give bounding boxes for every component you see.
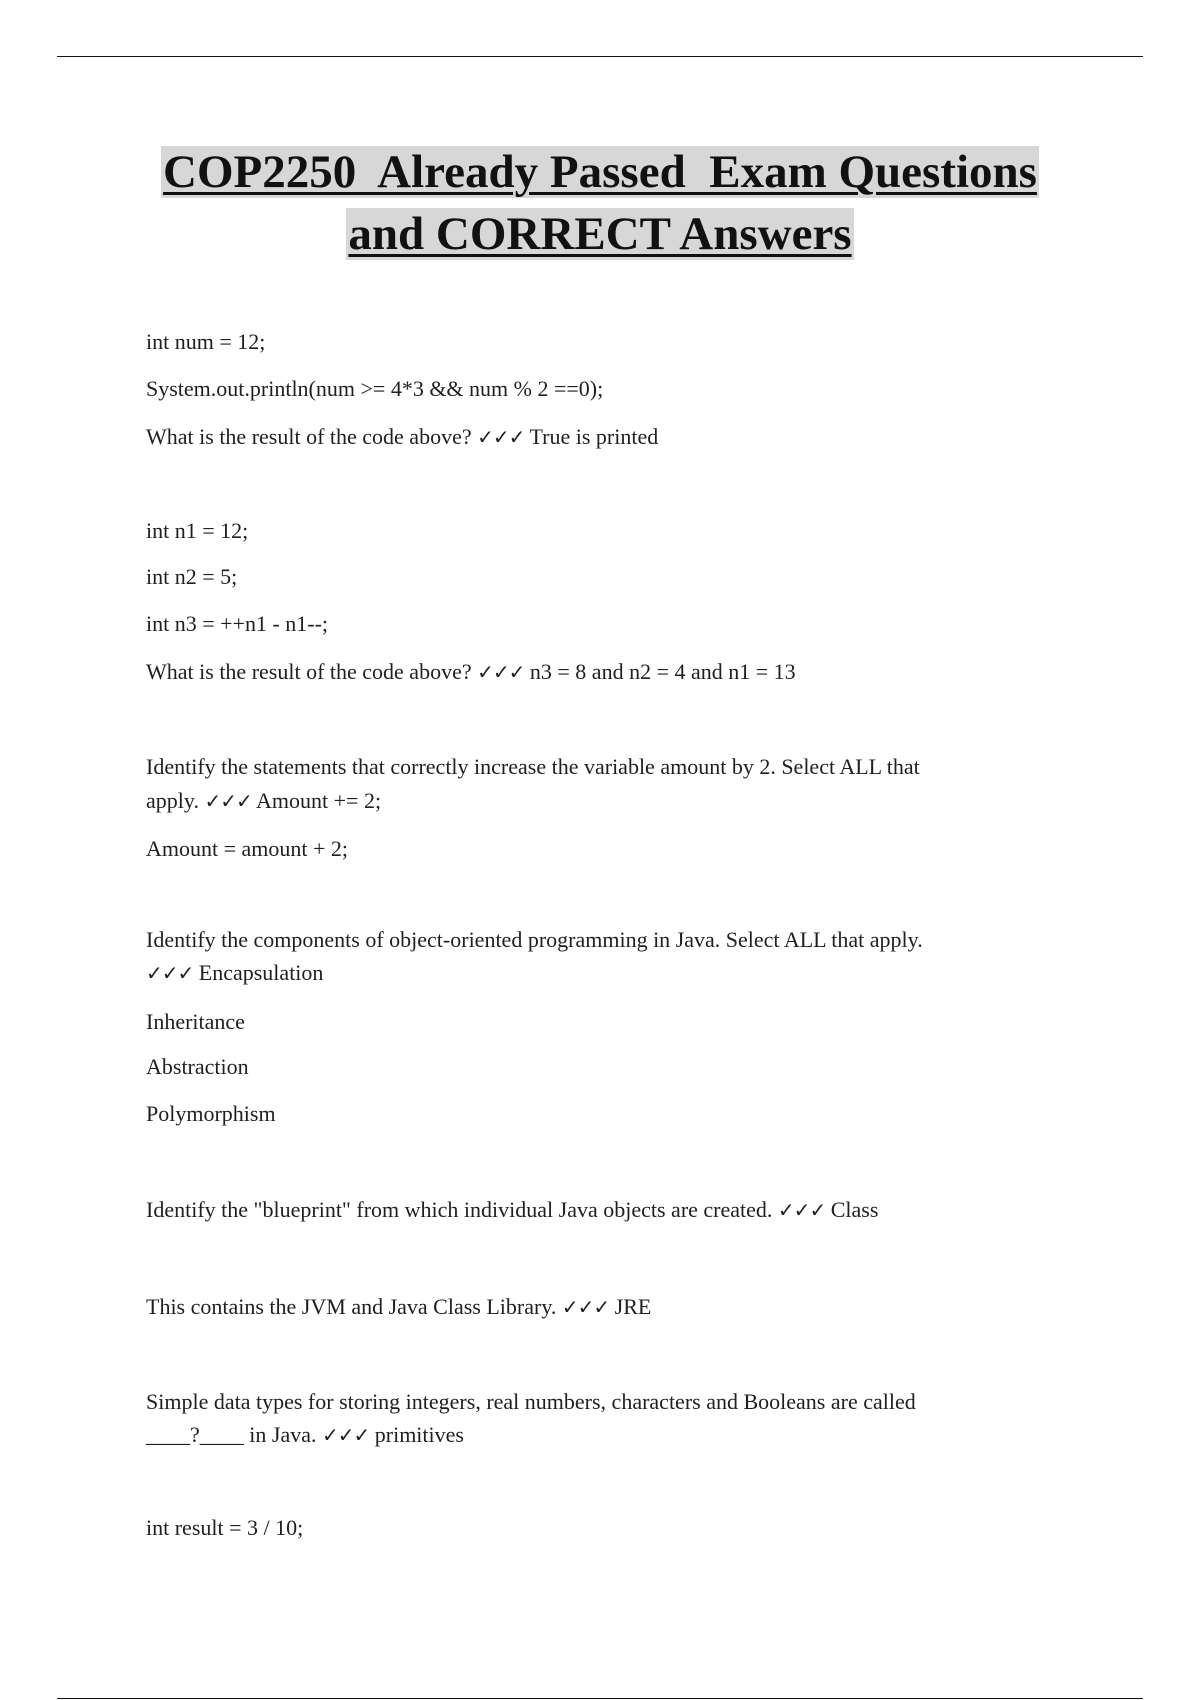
question-line — [146, 756, 920, 778]
question-line — [146, 962, 323, 984]
check-icon: ✓✓✓ — [777, 1198, 826, 1222]
title-text-2: and CORRECT Answers — [348, 208, 852, 260]
question-line — [146, 1391, 916, 1413]
line-text: int n1 = 12; — [146, 518, 249, 543]
line-text: ____?____ in Java. — [146, 1422, 317, 1447]
line-text: Amount = amount + 2; — [146, 836, 349, 861]
title-text-1: COP2250 Already Passed Exam Questions — [163, 146, 1037, 198]
question-line — [146, 378, 603, 400]
answer-text: Class — [830, 1197, 879, 1222]
line-text: This contains the JVM and Java Class Library. — [146, 1294, 557, 1319]
line-text: System.out.println(num >= 4*3 && num % 2 ==0); — [146, 376, 604, 401]
line-text: Identify the "blueprint" from which individual Java objects are created. — [146, 1197, 773, 1222]
line-text: Identify the components of object-oriented programming in Java. Select ALL that apply. — [146, 927, 923, 952]
question-line — [146, 929, 923, 951]
question-line — [146, 838, 348, 860]
answer-text: Amount += 2; — [256, 788, 382, 813]
question-line — [146, 331, 265, 353]
title-line-2 — [0, 203, 1200, 265]
question-line — [146, 613, 328, 635]
question-line — [146, 1199, 878, 1221]
line-text: Inheritance — [146, 1009, 245, 1034]
question-line — [146, 1424, 464, 1446]
question-line — [146, 1103, 276, 1125]
check-icon: ✓✓✓ — [561, 1295, 610, 1319]
top-rule — [57, 56, 1143, 57]
line-text: int result = 3 / 10; — [146, 1515, 304, 1540]
line-text: Simple data types for storing integers, real numbers, characters and Booleans are called — [146, 1389, 916, 1414]
question-line — [146, 1011, 245, 1033]
document-title — [0, 141, 1200, 265]
line-text: int n2 = 5; — [146, 564, 238, 589]
bottom-rule — [57, 1698, 1143, 1699]
question-line — [146, 1517, 303, 1539]
question-line — [146, 661, 796, 683]
question-line — [146, 1296, 651, 1318]
answer-text: n3 = 8 and n2 = 4 and n1 = 13 — [529, 659, 796, 684]
question-line — [146, 790, 381, 812]
question-line — [146, 426, 658, 448]
question-line — [146, 566, 237, 588]
check-icon: ✓✓✓ — [477, 660, 525, 684]
line-text: Identify the statements that correctly increase the variable amount by 2. Select ALL that — [146, 754, 920, 779]
answer-text: True is printed — [529, 424, 659, 449]
answer-text: Encapsulation — [198, 960, 324, 985]
answer-text: primitives — [374, 1422, 464, 1447]
check-icon: ✓✓✓ — [321, 1423, 370, 1447]
line-text: Polymorphism — [146, 1101, 276, 1126]
line-text: int num = 12; — [146, 329, 266, 354]
check-icon: ✓✓✓ — [477, 425, 525, 449]
answer-text: JRE — [614, 1294, 652, 1319]
line-text: int n3 = ++n1 - n1--; — [146, 611, 329, 636]
question-line — [146, 1056, 249, 1078]
line-text: What is the result of the code above? — [146, 659, 472, 684]
question-line — [146, 520, 248, 542]
line-text: What is the result of the code above? — [146, 424, 472, 449]
check-icon: ✓✓✓ — [204, 789, 252, 813]
line-text: apply. — [146, 788, 199, 813]
check-icon: ✓✓✓ — [146, 961, 194, 985]
line-text: Abstraction — [146, 1054, 249, 1079]
title-line-1 — [0, 141, 1200, 203]
